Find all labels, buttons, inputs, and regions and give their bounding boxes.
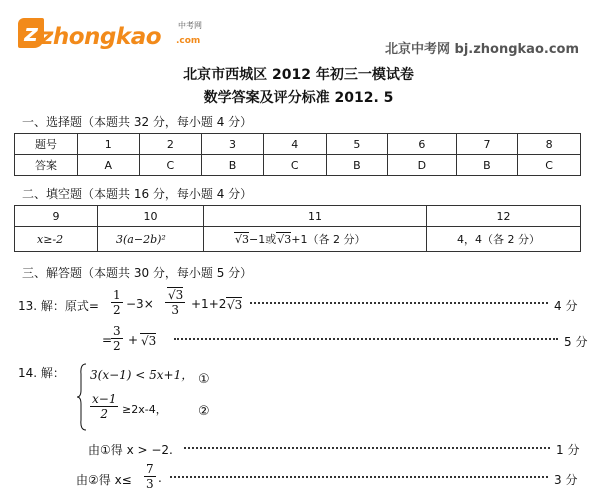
period: . [158,471,162,485]
answer-cell: C [518,155,581,176]
zhongkao-logo[interactable] [18,12,218,52]
site-url[interactable]: 北京中考网 bj.zhongkao.com [385,42,580,57]
section3-heading: 三、解答题（本题共 30 分，每小题 5 分） [22,266,253,280]
dotted-leader [250,302,548,304]
q13-score: 4 分 [554,299,578,313]
q13-tail2: +1+2 [191,297,227,311]
exam-subtitle: 数学答案及评分标准 2012. 5 [203,90,394,106]
q14-score1: 1 分 [556,443,580,457]
q13-line2-prefix: = [102,333,113,347]
q-number: 2 [139,134,202,155]
q-number: 3 [202,134,264,155]
q-number: 6 [388,134,456,155]
answer-12: 4，4（各 2 分） [427,227,581,252]
exam-title: 北京市西城区 2012 年初三一模试卷 [183,67,414,83]
answer-11-part1: −1或 [249,233,277,246]
dotted-leader [184,447,550,449]
choice-answer-table [14,133,581,176]
q-number: 10 [98,206,204,227]
q13-line2 [18,322,588,358]
frac-1-2: $\frac{1}{2}$ [113,288,121,317]
logo-cn: 中考网 [178,21,202,30]
q14-step2-text: 由②得 x≤ [76,473,132,487]
q-number: 9 [15,206,98,227]
inequality-system [76,362,226,434]
q-number: 8 [518,134,581,155]
answer-11-part2: +1（各 2 分） [291,233,366,246]
sqrt3-symbol: √3 [235,233,250,246]
answer-cell: C [139,155,202,176]
q13-line2-tail: + [128,333,139,347]
q14-step1-text: 由①得 x > −2. [88,443,173,457]
row-label-a: 答案 [15,155,78,176]
table-row [15,206,581,227]
q-number: 5 [326,134,388,155]
dotted-leader [174,338,558,340]
frac-7-3: $\frac{7}{3}$ [146,462,154,491]
q-number: 1 [78,134,140,155]
brace-icon [76,362,88,432]
table-row [15,134,581,155]
q14-step2 [76,460,578,494]
section1-heading: 一、选择题（本题共 32 分，每小题 4 分） [22,115,253,129]
q14-step1 [88,441,578,459]
q14-score2: 3 分 [554,473,578,487]
q14-ineq1: 3(x−1) < 5x+1， [90,368,194,382]
frac-3-2: $\frac{3}{2}$ [113,324,121,353]
answer-cell: B [326,155,388,176]
answer-11 [204,227,427,252]
q-number: 7 [456,134,518,155]
row-label-q: 题号 [15,134,78,155]
frac-x-1-2: $\frac{x-1}{2}$ [92,392,117,421]
sqrt3-symbol: √3 [227,298,243,312]
fill-blank-table [14,205,581,252]
logo-z-mark: z [18,18,44,48]
dotted-leader [170,476,548,478]
section2-heading: 二、填空题（本题共 16 分，每小题 4 分） [22,187,253,201]
q14-mark1: ① [198,372,210,387]
q14-label: 14. 解： [18,366,65,380]
q13-line1 [18,288,588,324]
answer-cell: B [202,155,264,176]
table-row [15,155,581,176]
q13-label: 13. 解：原式= [18,299,99,313]
q-number: 12 [427,206,581,227]
answer-cell: D [388,155,456,176]
q-number: 4 [263,134,326,155]
q-number: 11 [204,206,427,227]
q14-ineq2-tail: ≥2x-4， [122,403,167,416]
logo-com: .com [176,36,201,46]
sqrt3-symbol: √3 [277,233,292,246]
logo-word: zhongkao [40,24,162,50]
q13-score2: 5 分 [564,335,588,349]
answer-10: 3(a−2b)² [98,227,204,252]
answer-cell: B [456,155,518,176]
answer-9: x≥-2 [15,227,98,252]
q13-tail: −3× [126,297,154,311]
answer-cell: C [263,155,326,176]
sqrt3-symbol: √3 [141,334,157,348]
q14-mark2: ② [198,404,210,419]
table-row [15,227,581,252]
answer-cell: A [78,155,140,176]
frac-sqrt3-3: $\frac{√3}{3}$ [165,288,185,317]
